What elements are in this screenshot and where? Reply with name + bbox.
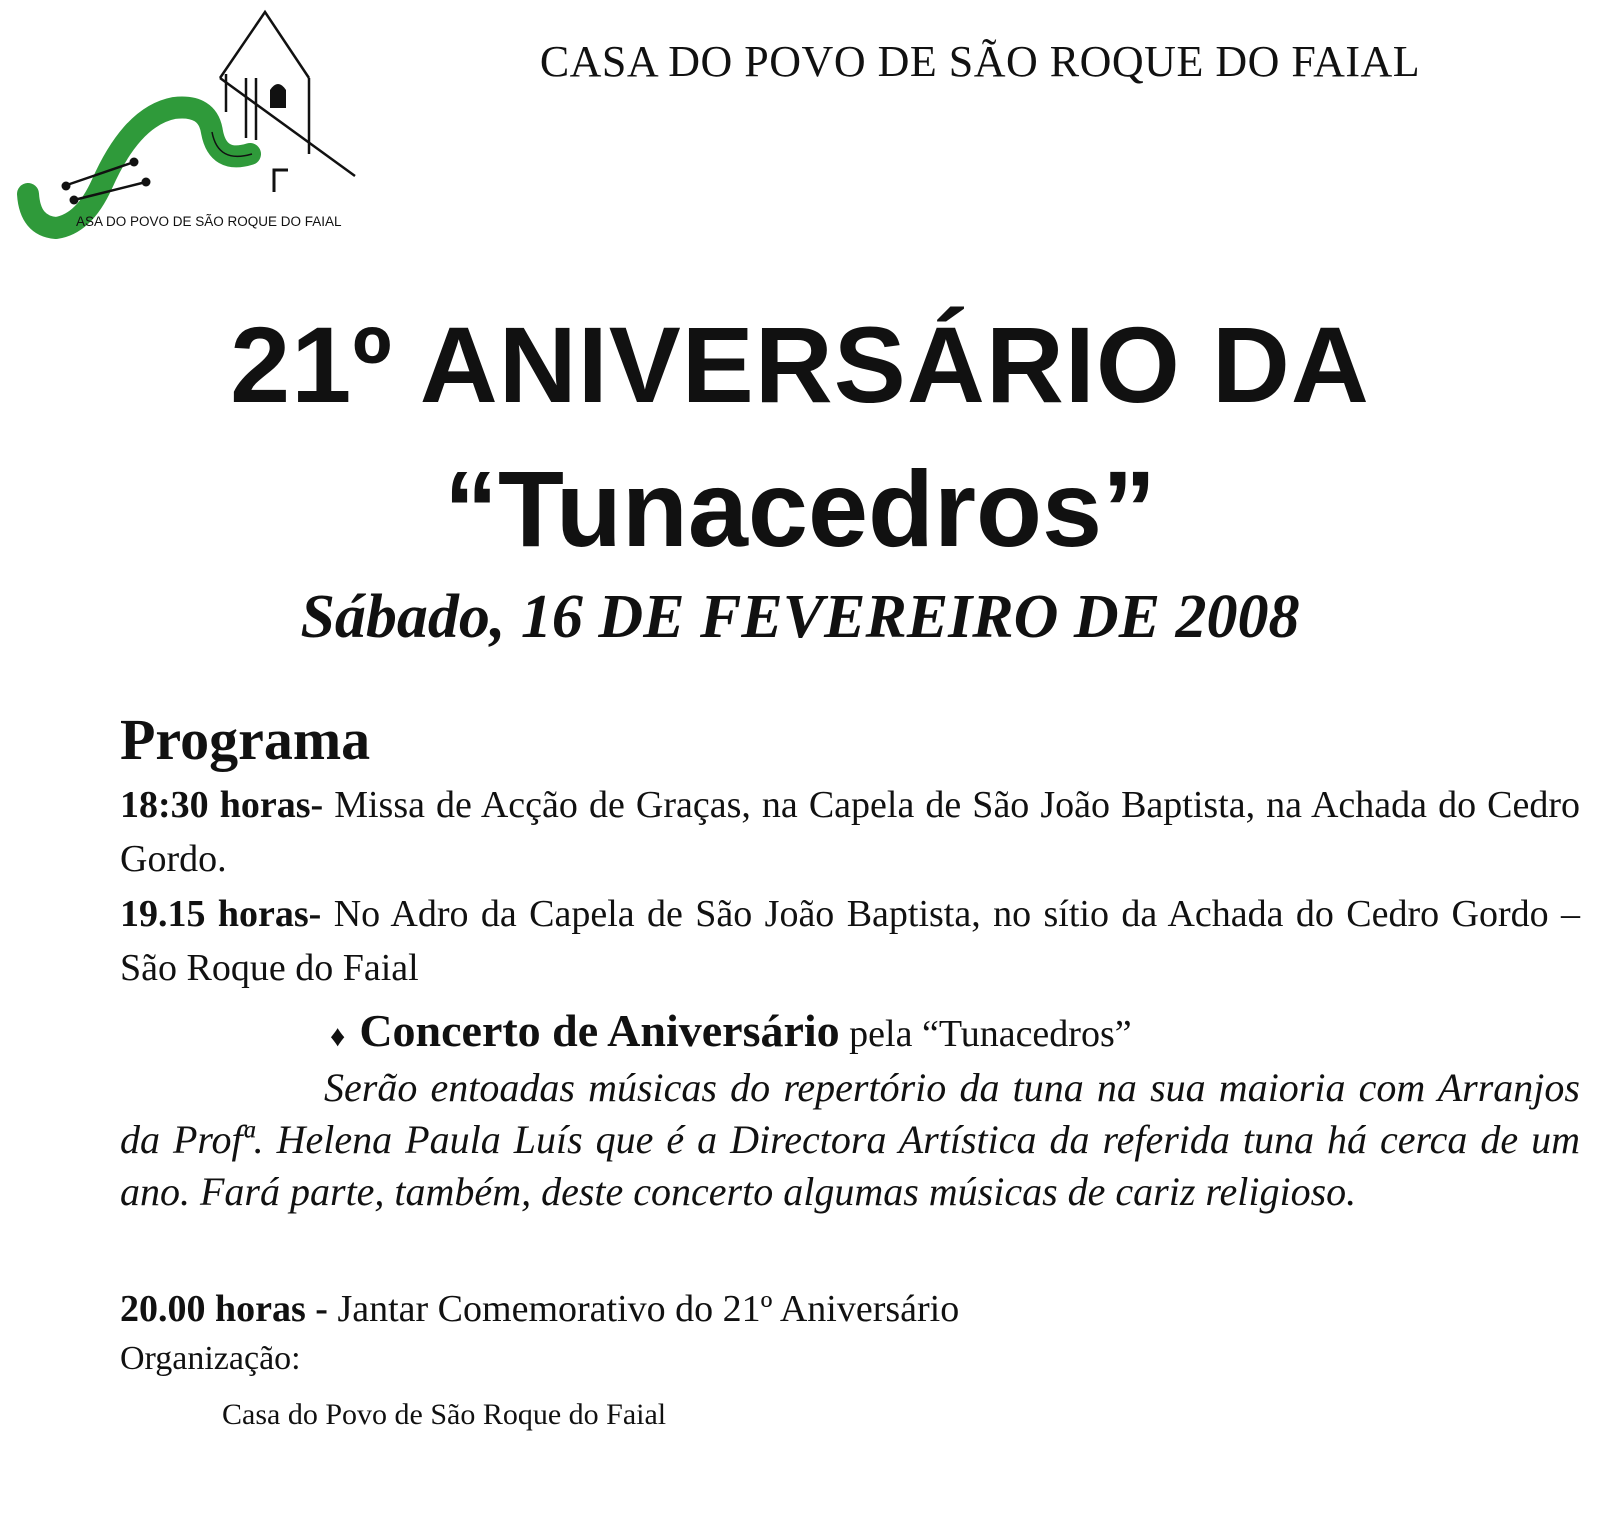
program-item-text: Jantar Comemorativo do 21º Aniversário	[327, 1288, 960, 1330]
program-item	[120, 1282, 1580, 1336]
concert-line	[330, 1004, 1132, 1057]
tower-and-music-logo	[12, 4, 362, 244]
logo-caption: ASA DO POVO DE SÃO ROQUE DO FAIAL	[76, 214, 342, 229]
diamond-bullet-icon: ♦	[330, 1020, 346, 1053]
organization-name: Casa do Povo de São Roque do Faial	[222, 1398, 667, 1431]
program-item-time: 18:30 horas-	[120, 784, 324, 826]
organization-label: Organização:	[120, 1340, 301, 1377]
program-item	[120, 887, 1580, 995]
concert-suffix: pela “Tunacedros”	[839, 1013, 1132, 1055]
concert-title: Concerto de Aniversário	[359, 1005, 840, 1056]
program-item	[120, 778, 1580, 886]
program-item-text: Missa de Acção de Graças, na Capela de São João Baptista, na Achada do Cedro Gordo.	[120, 784, 1580, 880]
program-heading: Programa	[120, 707, 371, 772]
event-date: Sábado, 16 DE FEVEREIRO DE 2008	[300, 583, 1300, 651]
organization-header: CASA DO POVO DE SÃO ROQUE DO FAIAL	[539, 37, 1421, 86]
concert-description-text: Serão entoadas músicas do repertório da tuna na sua maioria com Arranjos da Profª. Helena Paula Luís que é a Directora Artística da referida tuna há cerca de um ano. Fará parte, também, deste concerto algumas músicas de cariz religioso.	[120, 1065, 1580, 1214]
program-item-time: 19.15 horas-	[120, 893, 322, 935]
program-item-text: No Adro da Capela de São João Baptista, no sítio da Achada do Cedro Gordo – São Roque do Faial	[120, 893, 1580, 989]
program-item-time: 20.00 horas -	[120, 1288, 328, 1330]
concert-description	[120, 1062, 1580, 1218]
event-title: 21º ANIVERSÁRIO DA	[230, 304, 1370, 425]
event-title-name: “Tunacedros”	[443, 448, 1157, 569]
